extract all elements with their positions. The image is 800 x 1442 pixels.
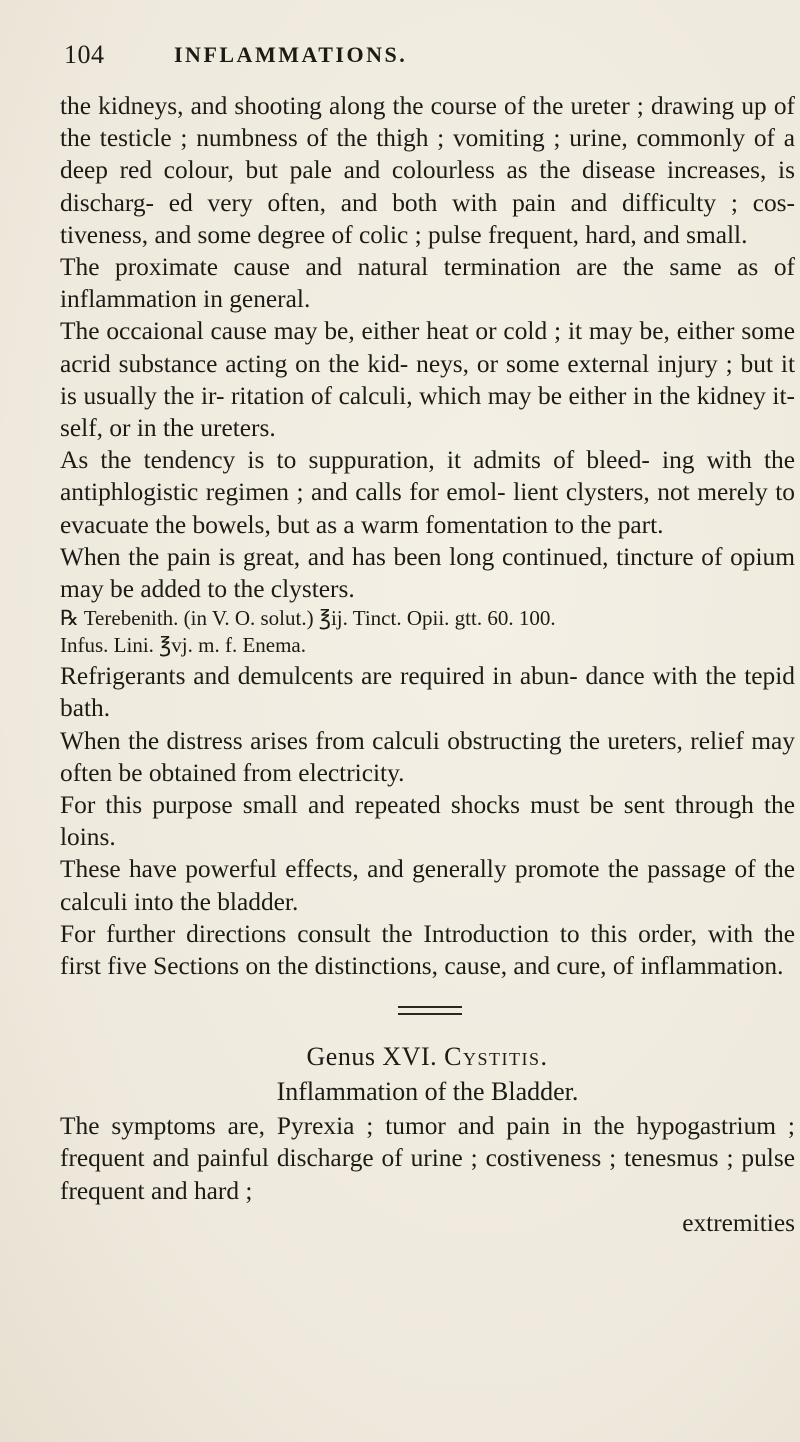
prescription <box>60 605 795 659</box>
catchword: extremities <box>682 1208 795 1237</box>
body-text <box>60 90 795 1239</box>
section-divider <box>60 982 795 1040</box>
page-header <box>64 40 760 74</box>
paragraph-electricity: When the distress arises from calculi obstructing the ureters, relief may often be obtained from electricity. <box>60 726 795 787</box>
genus-name: Cystitis. <box>444 1042 549 1072</box>
paragraph-refrigerants: Refrigerants and demulcents are required in abun- dance with the tepid bath. <box>60 662 795 723</box>
paragraph-effects: These have powerful effects, and generally promote the passage of the calculi into the bladder. <box>60 855 795 916</box>
divider-rule-bottom <box>398 1013 462 1015</box>
prescription-line-2: Infus. Lini. ℥vj. m. f. Enema. <box>60 633 307 658</box>
paragraph-treatment: As the tendency is to suppuration, it admits of bleed- ing with the antiphlogistic regimen ; and calls for emol- lient clysters, not merely to evacuate the bowels, but as a warm fomentation to the part. <box>60 446 795 539</box>
paragraph-occasional-cause: The occaional cause may be, either heat or cold ; it may be, either some acrid substance acting on the kid- neys, or some external injury ; but it is usually the ir- ritation of calculi, which may be either in the kidney it- self, or in the ureters. <box>60 317 795 443</box>
paragraph-cystitis-symptoms: The symptoms are, Pyrexia ; tumor and pain in the hypogastrium ; frequent and painful discharge of urine ; costiveness ; tenesmus ; pulse frequent and hard ; <box>60 1112 795 1205</box>
section-subtitle: Inflammation of the Bladder. <box>276 1077 579 1107</box>
genus-label: Genus XVI. <box>306 1042 438 1072</box>
section-heading <box>60 1040 795 1074</box>
divider-rule-top <box>398 1006 462 1008</box>
page-number: 104 <box>64 40 105 69</box>
paragraph-opium: When the pain is great, and has been long continued, tincture of opium may be added to the clysters. <box>60 542 795 604</box>
prescription-line-1: ℞ Terebenith. (in V. O. solut.) ℥ij. Tinct. Opii. gtt. 60. 100. <box>60 606 556 631</box>
paragraph-shocks: For this purpose small and repeated shocks must be sent through the loins. <box>60 791 795 852</box>
paragraph-proximate-cause: The proximate cause and natural termination are the same as of inflammation in general. <box>60 253 795 314</box>
running-head: INFLAMMATIONS. <box>174 42 408 67</box>
paragraph-further-directions: For further directions consult the Introduction to this order, with the first five Sections on the distinctions, cause, and cure, of inflammation. <box>60 919 795 981</box>
paragraph-symptoms: the kidneys, and shooting along the course of the ureter ; drawing up of the testicle ; numbness of the thigh ; vomiting ; urine, commonly of a deep red colour, but pale and colourless as the disease increases, is discharg- ed very often, and both with pain and difficulty ; cos- tiveness, and some degree of colic ; pulse frequent, hard, and small. <box>60 92 795 249</box>
